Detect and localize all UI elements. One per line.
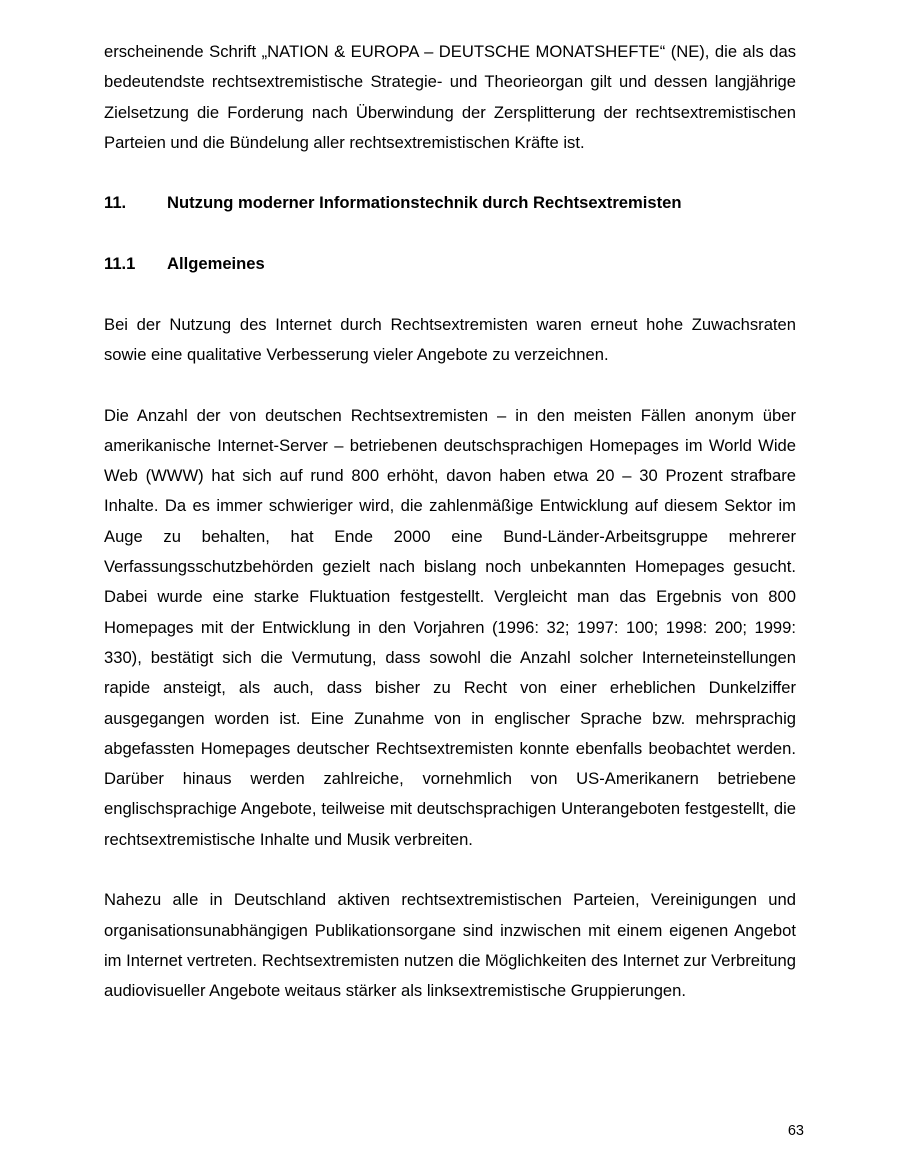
spacer: [104, 370, 796, 400]
spacer: [104, 158, 796, 188]
subsection-heading: [104, 249, 796, 279]
paragraph-intro: erscheinende Schrift „NATION & EUROPA – DEUTSCHE MONATSHEFTE“ (NE), die als das bedeutendste rechtsextremistische Strategie- und Theorieorgan gilt und dessen langjährige Zielsetzung die Forderung nach Überwindung der Zersplitterung der rechtsextremistischen Parteien und die Bündelung aller rechtsextremistischen Kräfte ist.: [104, 42, 796, 152]
spacer: [104, 279, 796, 309]
page-number: 63: [787, 1123, 804, 1139]
paragraph-organisations-online: Nahezu alle in Deutschland aktiven rechtsextremistischen Parteien, Vereinigungen und organisationsunabhängigen Publikationsorgane sind inzwischen mit einem eigenen Angebot im Internet vertreten. Rechtsextremisten nutzen die Möglichkeiten des Internet zur Verbreitung audiovisueller Angebote weitaus stärker als linksextremistische Gruppierungen.: [104, 890, 796, 1001]
subsection-title: Allgemeines: [167, 254, 265, 274]
spacer: [104, 855, 796, 885]
paragraph-homepage-count: Die Anzahl der von deutschen Rechtsextremisten – in den meisten Fällen anonym über amerikanische Internet-Server – betriebenen deutschsprachigen Homepages im World Wide Web (WWW) hat sich auf rund 800 erhöht, davon haben etwa 20 – 30 Prozent strafbare Inhalte. Da es immer schwieriger wird, die zahlenmäßige Entwicklung auf diesem Sektor im Auge zu behalten, hat Ende 2000 eine Bund-Länder-Arbeitsgruppe mehrerer Verfassungsschutzbehörden gezielt nach bislang noch unbekannten Homepages gesucht. Dabei wurde eine starke Fluktuation festgestellt. Vergleicht man das Ergebnis von 800 Homepages mit der Entwicklung in den Vorjahren (1996: 32; 1997: 100; 1998: 200; 1999: 330), bestätigt sich die Vermutung, dass sowohl die Anzahl solcher Interneteinstellungen rapide ansteigt, als auch, dass bisher zu Recht von einer erheblichen Dunkelziffer ausgegangen worden ist. Eine Zunahme von in englischer Sprache bzw. mehrsprachig abgefassten Homepages deutscher Rechtsextremisten konnte ebenfalls beobachtet werden. Darüber hinaus werden zahlreiche, vornehmlich von US-Amerikanern betriebene englischsprachige Angebote, teilweise mit deutschsprachigen Unterangeboten festgestellt, die rechtsextremistische Inhalte und Musik verbreiten.: [104, 405, 796, 849]
paragraph-internet-growth: Bei der Nutzung des Internet durch Rechtsextremisten waren erneut hohe Zuwachsraten sowie eine qualitative Verbesserung vieler Angebote zu verzeichnen.: [104, 314, 796, 364]
document-page: [104, 37, 796, 1007]
section-number: 11.: [104, 193, 127, 213]
spacer: [104, 219, 796, 249]
subsection-number: 11.1: [104, 254, 136, 274]
section-heading: [104, 188, 796, 218]
section-title: Nutzung moderner Informationstechnik durch Rechtsextremisten: [167, 193, 682, 213]
